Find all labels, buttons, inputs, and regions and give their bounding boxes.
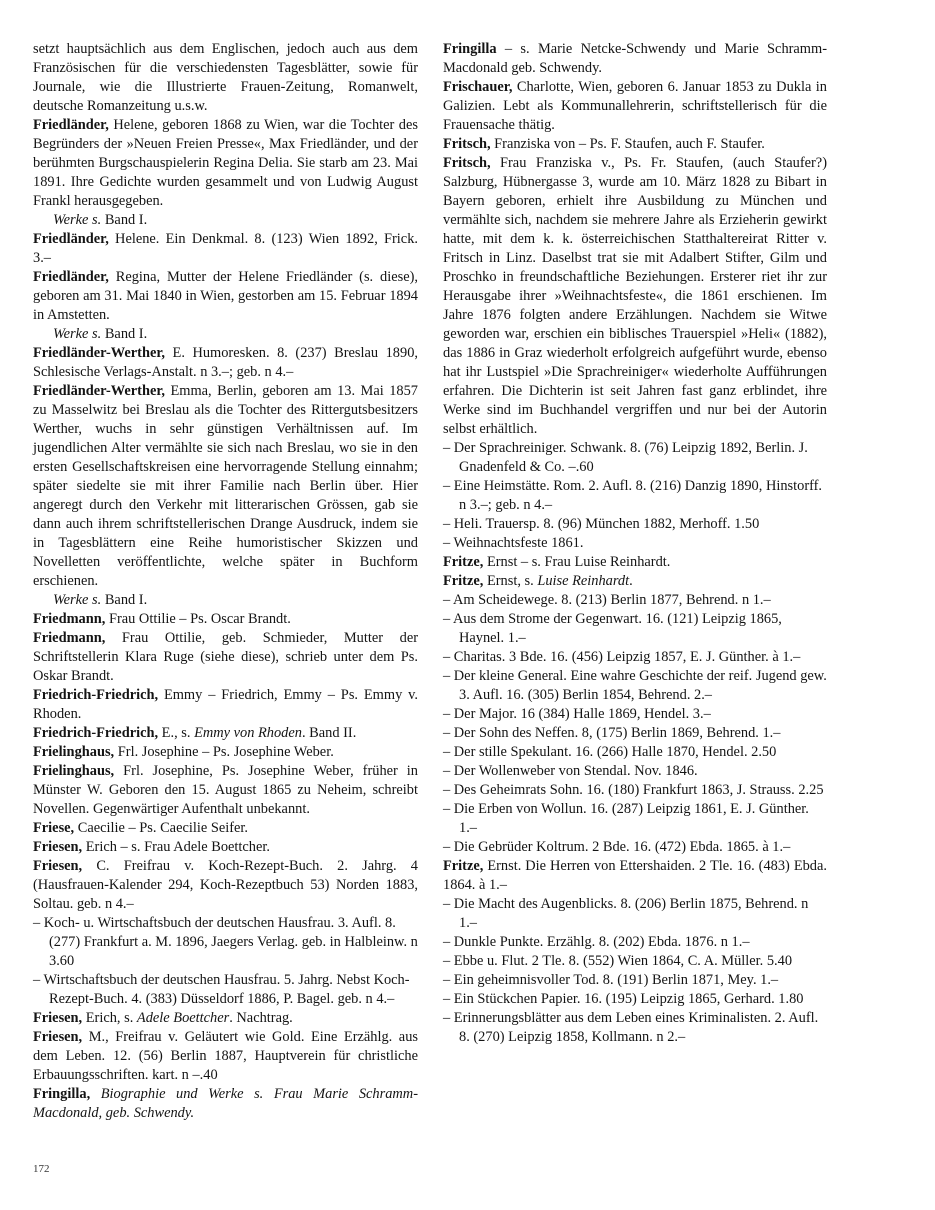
entry-text: C. Freifrau v. Koch-Rezept-Buch. 2. Jahrg. 4 (Hausfrauen-Kalender 294, Koch-Rezeptbuch 53) Norden 1883, Soltau. geb. n 4.– xyxy=(33,858,418,912)
lexicon-entry xyxy=(443,553,827,572)
lexicon-entry xyxy=(443,572,827,591)
entry-italic-text: Luise Reinhardt xyxy=(537,573,630,589)
entry-text: E., s. xyxy=(158,725,195,741)
entry-text: Ernst – s. Frau Luise Reinhardt. xyxy=(483,554,671,570)
lexicon-entry xyxy=(33,724,418,743)
bibliography-text: – Die Macht des Augenblicks. 8. (206) Berlin 1875, Behrend. n 1.– xyxy=(443,896,809,931)
entry-headword: Friedländer, xyxy=(33,269,109,285)
lexicon-entry xyxy=(33,268,418,325)
bibliography-item xyxy=(443,990,827,1009)
entry-text: Erich, s. xyxy=(82,1010,137,1026)
lexicon-entry xyxy=(33,344,418,382)
bibliography-item xyxy=(443,762,827,781)
bibliography-item xyxy=(443,895,827,933)
entry-text: Emmy – Friedrich, Emmy – Ps. Emmy v. Rhoden. xyxy=(33,687,418,722)
bibliography-item xyxy=(443,591,827,610)
bibliography-text: – Heli. Trauersp. 8. (96) München 1882, Merhoff. 1.50 xyxy=(443,516,760,532)
lexicon-entry xyxy=(33,382,418,591)
bibliography-item xyxy=(443,667,827,705)
bibliography-text: – Des Geheimrats Sohn. 16. (180) Frankfurt 1863, J. Strauss. 2.25 xyxy=(443,782,824,798)
lexicon-entry xyxy=(33,686,418,724)
lexicon-entry xyxy=(33,743,418,762)
entry-italic-text: Biographie und Werke s. Frau Marie Schramm-Macdonald, geb. Schwendy. xyxy=(33,1086,418,1121)
entry-headword: Friedländer-Werther, xyxy=(33,383,166,399)
entry-text: Emma, Berlin, geboren am 13. Mai 1857 zu Masselwitz bei Breslau als die Tochter des Rittergutsbesitzers Werther, wuchs in sehr günstigen Verhältnissen auf. Im jugendlichen Alter vermählte sie sich nach Breslau, wo sie in den ersten Gesellschaftskreisen eine hervorragende Stellung einnahm; später siedelte sie mit ihrer Familie nach Berlin über. Hier angeregt durch den Verkehr mit litterarischen Grössen, gab sie dann auch ihrem schriftstellerischen Drange Ausdruck, indem sie in Tagesblättern eine Reihe humoristischer Skizzen und Novelletten veröffentlichte, welche später in Buchform erschienen. xyxy=(33,383,418,589)
bibliography-text: – Der stille Spekulant. 16. (266) Halle 1870, Hendel. 2.50 xyxy=(443,744,777,760)
left-column xyxy=(33,40,418,1123)
entry-headword: Friesen, xyxy=(33,1010,83,1026)
entry-text: Erich – s. Frau Adele Boettcher. xyxy=(82,839,270,855)
entry-text: Helene. Ein Denkmal. 8. (123) Wien 1892, Frick. 3.– xyxy=(33,231,418,266)
werke-volume: Band I. xyxy=(101,212,148,228)
werke-label: Werke s. xyxy=(53,212,102,228)
entry-text-tail: . Nachtrag. xyxy=(229,1010,293,1026)
entry-headword: Fritze, xyxy=(443,573,484,589)
bibliography-item xyxy=(443,933,827,952)
bibliography-text: – Der kleine General. Eine wahre Geschichte der reif. Jugend gew. 3. Aufl. 16. (305) Berlin 1854, Behrend. 2.– xyxy=(443,668,827,703)
entry-text: setzt hauptsächlich aus dem Englischen, jedoch auch aus dem Französischen für die verschiedensten Tagesblätter, sowie für Journale, wie die Illustrierte Frauen-Zeitung, Romanwelt, deutsche Romanzeitung u.s.w. xyxy=(33,41,418,114)
entry-text: E. Humoresken. 8. (237) Breslau 1890, Schlesische Verlags-Anstalt. n 3.–; geb. n 4.– xyxy=(33,345,418,380)
bibliography-item xyxy=(443,800,827,838)
bibliography-text: – Der Major. 16 (384) Halle 1869, Hendel. 3.– xyxy=(443,706,711,722)
bibliography-text: – Eine Heimstätte. Rom. 2. Aufl. 8. (216) Danzig 1890, Hinstorff. n 3.–; geb. n 4.– xyxy=(443,478,823,513)
entry-italic-text: Adele Boettcher xyxy=(136,1010,230,1026)
bibliography-item xyxy=(443,781,827,800)
lexicon-entry xyxy=(443,857,827,895)
entry-headword: Fritze, xyxy=(443,858,484,874)
bibliography-text: – Erinnerungsblätter aus dem Leben eines Kriminalisten. 2. Aufl. 8. (270) Leipzig 1858, Kollmann. n 2.– xyxy=(443,1010,819,1045)
lexicon-entry xyxy=(33,629,418,686)
right-column xyxy=(443,40,827,1047)
bibliography-text: – Aus dem Strome der Gegenwart. 16. (121) Leipzig 1865, Haynel. 1.– xyxy=(443,611,782,646)
werke-label: Werke s. xyxy=(53,592,102,608)
bibliography-item xyxy=(443,610,827,648)
entry-text: Frau Franziska v., Ps. Fr. Staufen, (auch Staufer?) Salzburg, Hübnergasse 3, wurde am 10. März 1828 zu Bibart in Bayern geboren, erhielt ihre Ausbildung zu München und vermählte sich, nachdem sie mehrere Jahre als Erzieherin gewirkt hatte, mit dem k. k. österreichischen Statthaltereirat Ritter v. Fritsch in Linz. Daselbst trat sie mit Adalbert Stifter, Gilm und Proschko in freundschaftliche Beziehungen. Ersterer riet ihr zur Herausgabe ihrer »Weihnachtsfeste«, die 1861 erschienen. Im Jahre 1876 folgten andere Erzählungen. Nachdem sie Witwe geworden war, erschien ein biblisches Trauerspiel »Heli« (1882), das 1886 in Graz wiederholt erfolgreich aufgeführt wurde, ebenso hat ihr Lustspiel »Die Sprachreiniger« wiederholte Aufführungen erfahren. Die Dichterin ist seit Jahren fast ganz erblindet, ihre Werke sind im Buchhandel vergriffen und nur bei der Autorin selbst erhältlich. xyxy=(443,155,827,437)
entry-headword: Frischauer, xyxy=(443,79,513,95)
bibliography-item xyxy=(443,477,827,515)
bibliography-text: – Am Scheidewege. 8. (213) Berlin 1877, Behrend. n 1.– xyxy=(443,592,771,608)
entry-headword: Friedländer, xyxy=(33,231,109,247)
lexicon-entry xyxy=(33,838,418,857)
entry-headword: Friedrich-Friedrich, xyxy=(33,725,159,741)
bibliography-item xyxy=(443,705,827,724)
entry-text-tail: . Band II. xyxy=(301,725,357,741)
entry-headword: Friesen, xyxy=(33,1029,83,1045)
bibliography-text: – Ebbe u. Flut. 2 Tle. 8. (552) Wien 1864, C. A. Müller. 5.40 xyxy=(443,953,793,969)
entry-headword: Friedländer, xyxy=(33,117,109,133)
entry-text: Franziska von – Ps. F. Staufen, auch F. Staufer. xyxy=(490,136,765,152)
entry-text-tail: . xyxy=(629,573,633,589)
bibliography-text: – Charitas. 3 Bde. 16. (456) Leipzig 1857, E. J. Günther. à 1.– xyxy=(443,649,801,665)
werke-reference xyxy=(33,211,418,230)
entry-headword: Friesen, xyxy=(33,839,83,855)
entry-headword: Fritsch, xyxy=(443,136,491,152)
bibliography-item xyxy=(443,971,827,990)
entry-headword: Frielinghaus, xyxy=(33,744,115,760)
bibliography-text: – Dunkle Punkte. Erzählg. 8. (202) Ebda. 1876. n 1.– xyxy=(443,934,750,950)
entry-text: Frau Ottilie, geb. Schmieder, Mutter der Schriftstellerin Klara Ruge (siehe diese), schrieb unter dem Ps. Oskar Brandt. xyxy=(33,630,418,684)
entry-text: Ernst, s. xyxy=(483,573,538,589)
bibliography-item xyxy=(443,648,827,667)
entry-text: Frl. Josephine, Ps. Josephine Weber, früher in Münster W. Geboren den 15. August 1865 zu Neheim, schreibt Novellen. Gegenwärtiger Aufenthalt unbekannt. xyxy=(33,763,418,817)
page-number: 172 xyxy=(33,1163,50,1175)
bibliography-item xyxy=(443,515,827,534)
entry-text: Regina, Mutter der Helene Friedländer (s. diese), geboren am 31. Mai 1840 in Wien, gestorben am 15. Februar 1894 in Amstetten. xyxy=(33,269,418,323)
entry-text: Charlotte, Wien, geboren 6. Januar 1853 zu Dukla in Galizien. Lebt als Kommunallehrerin, schriftstellerisch für die Frauensache thätig. xyxy=(443,79,827,133)
bibliography-text: – Wirtschaftsbuch der deutschen Hausfrau. 5. Jahrg. Nebst Koch-Rezept-Buch. 4. (383) Düsseldorf 1886, P. Bagel. geb. n 4.– xyxy=(33,972,410,1007)
entry-headword: Friedländer-Werther, xyxy=(33,345,166,361)
bibliography-text: – Die Gebrüder Koltrum. 2 Bde. 16. (472) Ebda. 1865. à 1.– xyxy=(443,839,791,855)
entry-headword: Fritze, xyxy=(443,554,484,570)
werke-volume: Band I. xyxy=(101,326,148,342)
entry-text: Frl. Josephine – Ps. Josephine Weber. xyxy=(114,744,334,760)
lexicon-entry xyxy=(33,230,418,268)
bibliography-item xyxy=(443,838,827,857)
lexicon-entry xyxy=(33,40,418,116)
entry-headword: Friedmann, xyxy=(33,630,106,646)
lexicon-entry xyxy=(33,116,418,211)
entry-headword: Frielinghaus, xyxy=(33,763,115,779)
entry-headword: Friesen, xyxy=(33,858,83,874)
lexicon-entry xyxy=(443,78,827,135)
bibliography-item xyxy=(33,914,418,971)
bibliography-text: – Weihnachtsfeste 1861. xyxy=(443,535,584,551)
bibliography-item xyxy=(33,971,418,1009)
lexicon-entry xyxy=(33,1085,418,1123)
bibliography-item xyxy=(443,1009,827,1047)
werke-volume: Band I. xyxy=(101,592,148,608)
bibliography-item xyxy=(443,952,827,971)
entry-headword: Friese, xyxy=(33,820,75,836)
werke-reference xyxy=(33,591,418,610)
entry-text: M., Freifrau v. Geläutert wie Gold. Eine Erzählg. aus dem Leben. 12. (56) Berlin 1887, Hauptverein für christliche Erbauungsschriften. kart. n –.40 xyxy=(33,1029,418,1083)
werke-label: Werke s. xyxy=(53,326,102,342)
bibliography-text: – Der Wollenweber von Stendal. Nov. 1846. xyxy=(443,763,698,779)
bibliography-text: – Koch- u. Wirtschaftsbuch der deutschen Hausfrau. 3. Aufl. 8. (277) Frankfurt a. M. 1896, Jaegers Verlag. geb. in Halbleinw. n 3.60 xyxy=(33,915,418,969)
lexicon-entry xyxy=(33,819,418,838)
entry-headword: Friedmann, xyxy=(33,611,106,627)
lexicon-entry xyxy=(443,154,827,439)
entry-text: Helene, geboren 1868 zu Wien, war die Tochter des Begründers der »Neuen Freien Presse«, Max Friedländer, und der berühmten Burgschauspielerin Regina Delia. Sie starb am 23. Mai 1891. Ihre Gedichte wurden gesammelt und von Ludwig August Frankl herausgegeben. xyxy=(33,117,418,209)
entry-headword: Friedrich-Friedrich, xyxy=(33,687,159,703)
bibliography-item xyxy=(443,743,827,762)
bibliography-text: – Ein Stückchen Papier. 16. (195) Leipzig 1865, Gerhard. 1.80 xyxy=(443,991,804,1007)
bibliography-item xyxy=(443,439,827,477)
bibliography-text: – Der Sohn des Neffen. 8, (175) Berlin 1869, Behrend. 1.– xyxy=(443,725,781,741)
lexicon-entry xyxy=(33,1028,418,1085)
entry-text: Frau Ottilie – Ps. Oscar Brandt. xyxy=(105,611,291,627)
entry-italic-text: Emmy von Rhoden xyxy=(194,725,302,741)
werke-reference xyxy=(33,325,418,344)
bibliography-text: – Ein geheimnisvoller Tod. 8. (191) Berlin 1871, Mey. 1.– xyxy=(443,972,779,988)
entry-headword: Fringilla xyxy=(443,41,497,57)
lexicon-entry xyxy=(33,857,418,914)
entry-text: Caecilie – Ps. Caecilie Seifer. xyxy=(74,820,248,836)
entry-headword: Fritsch, xyxy=(443,155,491,171)
lexicon-entry xyxy=(443,40,827,78)
lexicon-entry xyxy=(33,610,418,629)
entry-text: – s. Marie Netcke-Schwendy und Marie Schramm-Macdonald geb. Schwendy. xyxy=(443,41,827,76)
lexicon-entry xyxy=(443,135,827,154)
bibliography-item xyxy=(443,534,827,553)
bibliography-text: – Die Erben von Wollun. 16. (287) Leipzig 1861, E. J. Günther. 1.– xyxy=(443,801,809,836)
entry-text: Ernst. Die Herren von Ettershaiden. 2 Tle. 16. (483) Ebda. 1864. à 1.– xyxy=(443,858,827,893)
bibliography-item xyxy=(443,724,827,743)
bibliography-text: – Der Sprachreiniger. Schwank. 8. (76) Leipzig 1892, Berlin. J. Gnadenfeld & Co. –.60 xyxy=(443,440,808,475)
lexicon-entry xyxy=(33,762,418,819)
entry-headword: Fringilla, xyxy=(33,1086,91,1102)
lexicon-entry xyxy=(33,1009,418,1028)
